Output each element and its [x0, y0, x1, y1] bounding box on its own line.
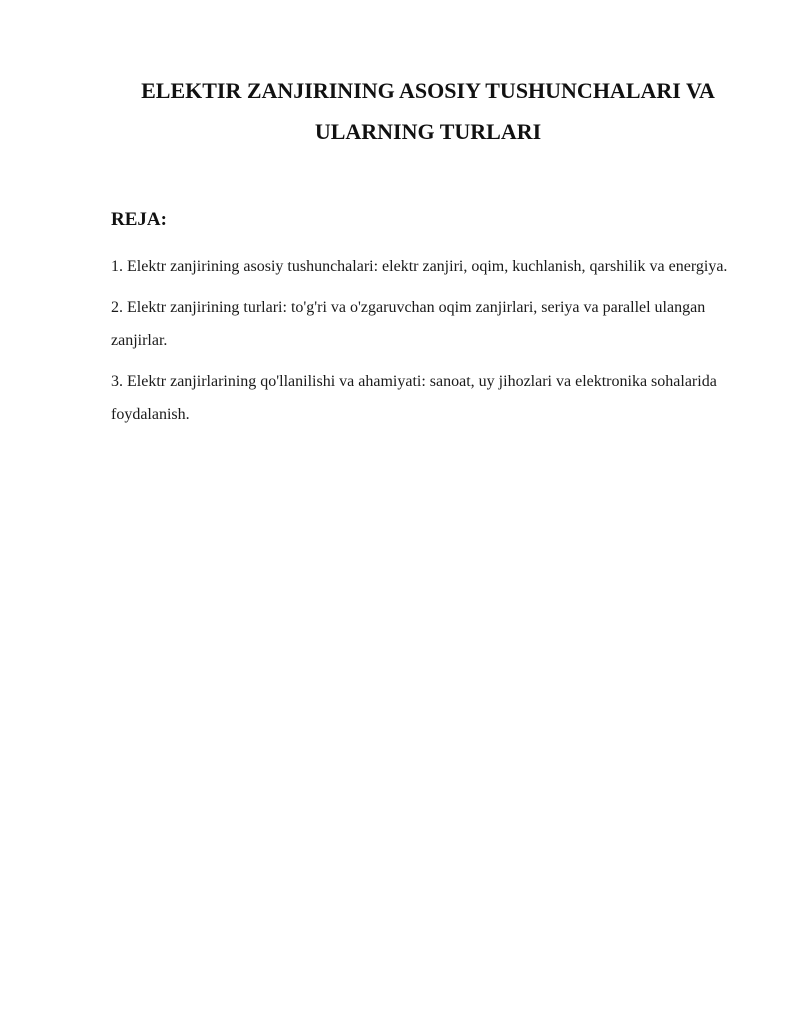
plan-item-3: 3. Elektr zanjirlarining qo'llanilishi va ahamiyati: sanoat, uy jihozlari va elektronika sohalarida foydalanish. — [111, 373, 717, 423]
document-title: ELEKTIR ZANJIRINING ASOSIY TUSHUNCHALARI VA ULARNING TURLARI — [141, 78, 715, 144]
plan-item-2: 2. Elektr zanjirining turlari: to'g'ri va o'zgaruvchan oqim zanjirlari, seriya va parallel ulangan zanjirlar. — [111, 299, 706, 349]
plan-heading: REJA: — [111, 209, 167, 230]
plan-item-1: 1. Elektr zanjirining asosiy tushunchalari: elektr zanjiri, oqim, kuchlanish, qarshilik va energiya. — [111, 258, 728, 275]
plan-list — [111, 250, 751, 439]
